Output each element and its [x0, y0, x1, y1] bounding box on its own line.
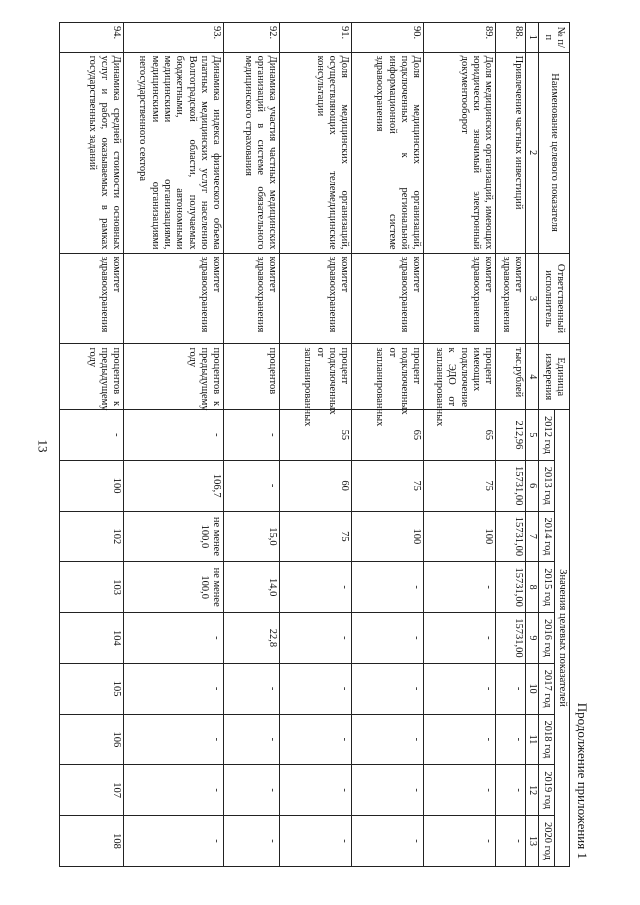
row-number: 94. [60, 23, 124, 53]
indicator-value: 100 [424, 511, 496, 562]
table-row [60, 23, 124, 867]
indicator-value: 106,7 [124, 460, 224, 511]
indicator-value: - [60, 410, 124, 461]
indicator-value: 105 [60, 663, 124, 714]
header-unit: Единица измерения [539, 344, 570, 410]
indicator-name: Динамика участия частных медицинских организаций в системе обязательного медицинского страхования [224, 52, 280, 253]
indicator-value: - [224, 663, 280, 714]
indicator-value: 15731,00 [496, 613, 526, 664]
indicator-value: 65 [424, 410, 496, 461]
indicator-value: - [224, 460, 280, 511]
header-values-group: Значения целевых показателей [554, 410, 569, 867]
indicator-value: 107 [60, 765, 124, 816]
indicator-value: 75 [280, 511, 352, 562]
indicator-value: - [280, 816, 352, 867]
indicator-value: 55 [280, 410, 352, 461]
header-no: № п/п [539, 23, 570, 53]
table-row [352, 23, 424, 867]
indicator-value: - [424, 816, 496, 867]
indicator-value: 22,8 [224, 613, 280, 664]
unit-of-measure: процентов [224, 344, 280, 410]
table-row [424, 23, 496, 867]
header-year: 2015 год [539, 562, 554, 613]
indicator-value: 108 [60, 816, 124, 867]
header-year: 2014 год [539, 511, 554, 562]
appendix-caption: Продолжение приложения 1 [575, 702, 590, 859]
indicator-value: 100 [60, 460, 124, 511]
indicator-value: - [224, 816, 280, 867]
indicator-value: - [352, 714, 424, 765]
indicator-value: - [280, 613, 352, 664]
indicator-value: - [280, 714, 352, 765]
indicator-value: 15731,00 [496, 511, 526, 562]
indicator-name: Доля медицинских организаций, подключенных к региональной информационной системе здравоохранения [352, 52, 424, 253]
header-column-index: 10 [526, 663, 539, 714]
indicator-value: - [496, 663, 526, 714]
header-year: 2013 год [539, 460, 554, 511]
indicator-value: 102 [60, 511, 124, 562]
responsible-executor: комитет здравоохранения [224, 253, 280, 344]
indicator-value: 15731,00 [496, 460, 526, 511]
indicator-value: - [124, 613, 224, 664]
indicators-table [59, 22, 570, 867]
header-responsible: Ответственный исполнитель [539, 253, 570, 344]
indicator-value: - [424, 613, 496, 664]
indicator-value: 75 [352, 460, 424, 511]
header-column-index: 1 [526, 23, 539, 53]
indicator-value: - [280, 663, 352, 714]
indicator-value: 15731,00 [496, 562, 526, 613]
row-number: 90. [352, 23, 424, 53]
indicator-value: - [352, 765, 424, 816]
row-number: 89. [424, 23, 496, 53]
table-row [124, 23, 224, 867]
header-column-index: 8 [526, 562, 539, 613]
page-number: 13 [35, 439, 51, 453]
indicator-value: 60 [280, 460, 352, 511]
indicator-value: - [496, 714, 526, 765]
header-year: 2019 год [539, 765, 554, 816]
indicator-value: 104 [60, 613, 124, 664]
indicator-value: - [124, 663, 224, 714]
header-column-index: 5 [526, 410, 539, 461]
header-column-index: 6 [526, 460, 539, 511]
header-name: Наименование целевого показателя [539, 52, 570, 253]
row-number: 88. [496, 23, 526, 53]
responsible-executor: комитет здравоохранения [352, 253, 424, 344]
indicator-value: - [124, 765, 224, 816]
header-year: 2012 год [539, 410, 554, 461]
indicator-value: 15,0 [224, 511, 280, 562]
indicator-value: - [124, 816, 224, 867]
unit-of-measure: процент имеющих подключение к ЭДО от запланированных [424, 344, 496, 410]
responsible-executor: комитет здравоохранения [60, 253, 124, 344]
indicator-value: - [280, 562, 352, 613]
header-column-index: 11 [526, 714, 539, 765]
indicator-value: - [424, 562, 496, 613]
indicator-value: - [352, 663, 424, 714]
indicator-value: не менее 100,0 [124, 511, 224, 562]
unit-of-measure: тыс.рублей [496, 344, 526, 410]
unit-of-measure: процентов к предыдущему году [60, 344, 124, 410]
indicator-value: - [352, 613, 424, 664]
header-year: 2017 год [539, 663, 554, 714]
responsible-executor: комитет здравоохранения [280, 253, 352, 344]
header-index-row [526, 23, 539, 867]
indicator-value: - [352, 562, 424, 613]
indicator-value: - [124, 714, 224, 765]
indicator-value: - [224, 714, 280, 765]
indicator-name: Доля медицинских организаций, осуществляющих телемедицинские консультации [280, 52, 352, 253]
unit-of-measure: процент подключенных от запланированных [280, 344, 352, 410]
header-year: 2018 год [539, 714, 554, 765]
indicator-name: Динамика средней стоимости основных услуг и работ, оказываемых в рамках государственных заданий [60, 52, 124, 253]
responsible-executor: комитет здравоохранения [496, 253, 526, 344]
unit-of-measure: процентов к предыдущему году [124, 344, 224, 410]
indicator-value: - [424, 663, 496, 714]
indicator-value: - [424, 765, 496, 816]
indicator-value: - [280, 765, 352, 816]
unit-of-measure: процент подключенных от запланированных [352, 344, 424, 410]
indicator-value: 75 [424, 460, 496, 511]
indicator-value: - [224, 765, 280, 816]
indicator-name: Привлечение частных инвестиций [496, 52, 526, 253]
row-number: 91. [280, 23, 352, 53]
indicator-name: Динамика индекса физического объема платных медицинских услуг населению Волгоградской области, получаемых бюджетными, автономными медицинскими организациями, медицинскими организациями негосударственного сектора [124, 52, 224, 253]
header-column-index: 3 [526, 253, 539, 344]
header-column-index: 7 [526, 511, 539, 562]
header-year: 2020 год [539, 816, 554, 867]
indicator-value: 65 [352, 410, 424, 461]
indicator-value: - [496, 816, 526, 867]
rotated-page [20, 22, 590, 867]
table-row [496, 23, 526, 867]
table-row [224, 23, 280, 867]
indicator-value: - [352, 816, 424, 867]
header-column-index: 2 [526, 52, 539, 253]
indicator-value: - [224, 410, 280, 461]
indicator-value: - [124, 410, 224, 461]
row-number: 92. [224, 23, 280, 53]
table-row [280, 23, 352, 867]
indicator-value: 106 [60, 714, 124, 765]
header-column-index: 12 [526, 765, 539, 816]
responsible-executor: комитет здравоохранения [124, 253, 224, 344]
table-body [60, 23, 526, 867]
indicator-name: Доля медицинских организаций, имеющих юридически значимый электронный документооборот [424, 52, 496, 253]
indicator-value: 14,0 [224, 562, 280, 613]
indicator-value: не менее 100,0 [124, 562, 224, 613]
header-column-index: 9 [526, 613, 539, 664]
responsible-executor: комитет здравоохранения [424, 253, 496, 344]
indicator-value: - [424, 714, 496, 765]
indicator-value: 103 [60, 562, 124, 613]
indicator-value: 212,96 [496, 410, 526, 461]
indicator-value: - [496, 765, 526, 816]
row-number: 93. [124, 23, 224, 53]
header-column-index: 13 [526, 816, 539, 867]
indicator-value: 100 [352, 511, 424, 562]
header-year: 2016 год [539, 613, 554, 664]
header-column-index: 4 [526, 344, 539, 410]
